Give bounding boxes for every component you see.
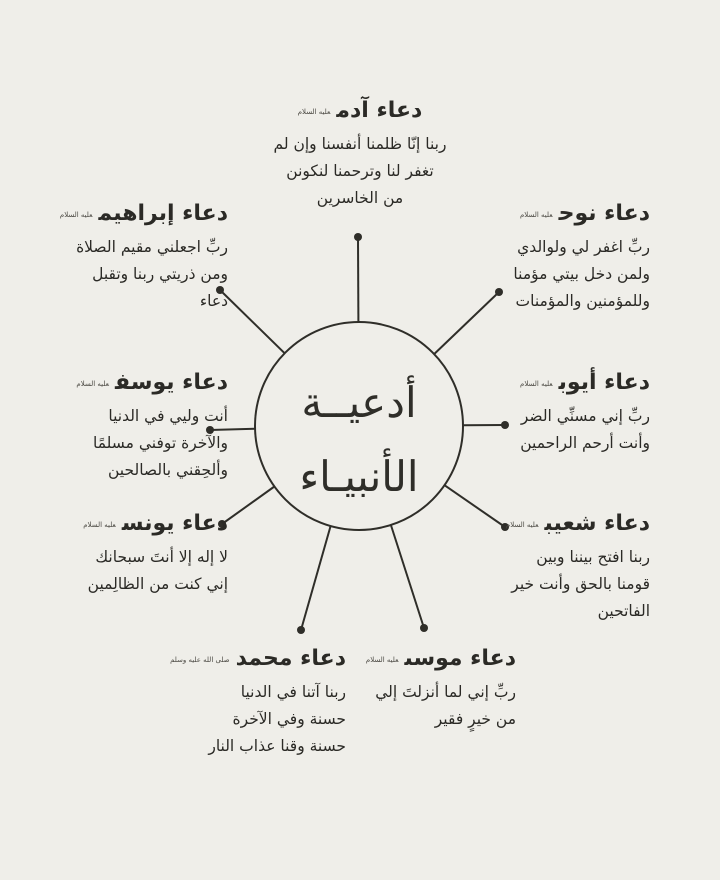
dua-line: ربنا افتح بيننا وبين xyxy=(536,548,650,566)
dua-line: ربنا إنّا ظلمنا أنفسنا وإن لم xyxy=(273,135,447,153)
dua-line: من خيرٍ فقير xyxy=(434,710,516,728)
dua-nuh xyxy=(460,203,650,315)
spoke-line xyxy=(391,525,424,628)
honorific: عليه السلام xyxy=(519,211,553,219)
dua-title: دعاء موسى xyxy=(404,646,516,671)
honorific: صلى الله عليه وسلم xyxy=(170,656,230,664)
spoke-end-dot xyxy=(297,626,305,634)
dua-line: من الخاسرين xyxy=(316,189,404,207)
spoke-end-dot xyxy=(354,233,362,241)
dua-title: دعاء محمد xyxy=(235,646,346,671)
dua-adam xyxy=(250,100,470,212)
dua-yunus xyxy=(20,513,228,598)
dua-title: دعاء أيوب xyxy=(558,370,650,395)
spoke-line xyxy=(220,290,285,353)
dua-title: دعاء نوح xyxy=(558,201,650,226)
dua-line: ربِّ اجعلني مقيم الصلاة xyxy=(76,238,228,256)
dua-title: دعاء يوسف xyxy=(114,370,228,395)
honorific: عليه السلام xyxy=(365,656,399,664)
dua-line: لا إله إلا أنتَ سبحانك xyxy=(95,548,228,566)
dua-shuayb xyxy=(460,513,650,625)
honorific: عليه السلام xyxy=(76,380,109,388)
dua-title: دعاء إبراهيم xyxy=(98,201,228,226)
dua-line: وأنت أرحم الراحمين xyxy=(520,434,650,452)
dua-muhammad xyxy=(150,648,346,760)
dua-line: وألحِقني بالصالحين xyxy=(107,461,228,479)
dua-yusuf xyxy=(20,372,228,484)
honorific: عليه السلام xyxy=(59,211,93,219)
dua-line: ربِّ إني مسنِّي الضر xyxy=(520,407,650,425)
dua-line: حسنة وقنا عذاب النار xyxy=(208,737,346,755)
center-title-line-2: الأنبيـاء xyxy=(299,452,419,501)
dua-line: والآخرة توفني مسلمًا xyxy=(92,434,228,452)
dua-title: دعاء آدم xyxy=(336,98,423,123)
honorific: عليه السلام xyxy=(83,521,116,529)
honorific: عليه السلام xyxy=(505,521,539,529)
honorific: عليه السلام xyxy=(520,380,553,388)
spoke-end-dot xyxy=(420,624,428,632)
dua-line: حسنة وفي الآخرة xyxy=(232,710,346,728)
dua-line: ولمن دخل بيتي مؤمنا xyxy=(513,265,650,283)
dua-title: دعاء شعيب xyxy=(544,511,650,536)
dua-line: الفاتحين xyxy=(597,602,650,620)
dua-line: إني كنت من الظالِمين xyxy=(87,575,228,593)
dua-line: أنت وليي في الدنيا xyxy=(108,407,228,425)
dua-line: قومنا بالحق وأنت خير xyxy=(511,575,650,593)
dua-line: ربنا آتنا في الدنيا xyxy=(240,683,346,701)
dua-ibrahim xyxy=(20,203,228,315)
dua-line: دعاء xyxy=(199,292,228,310)
honorific: عليه السلام xyxy=(297,108,331,116)
dua-line: تغفر لنا وترحمنا لنكونن xyxy=(286,162,434,180)
dua-line: وللمؤمنين والمؤمنات xyxy=(515,292,650,310)
dua-ayyub xyxy=(460,372,650,457)
dua-line: ربِّ إني لما أنزلتَ إلي xyxy=(375,683,516,701)
dua-title: دعاء يونس xyxy=(121,511,228,536)
center-title-line-1: أدعيــة xyxy=(301,378,417,427)
spoke-line xyxy=(301,526,331,630)
dua-line: ربِّ اغفر لي ولوالدي xyxy=(517,238,650,256)
dua-line: ومن ذريتي ربنا وتقبل xyxy=(92,265,228,283)
dua-musa xyxy=(340,648,516,733)
